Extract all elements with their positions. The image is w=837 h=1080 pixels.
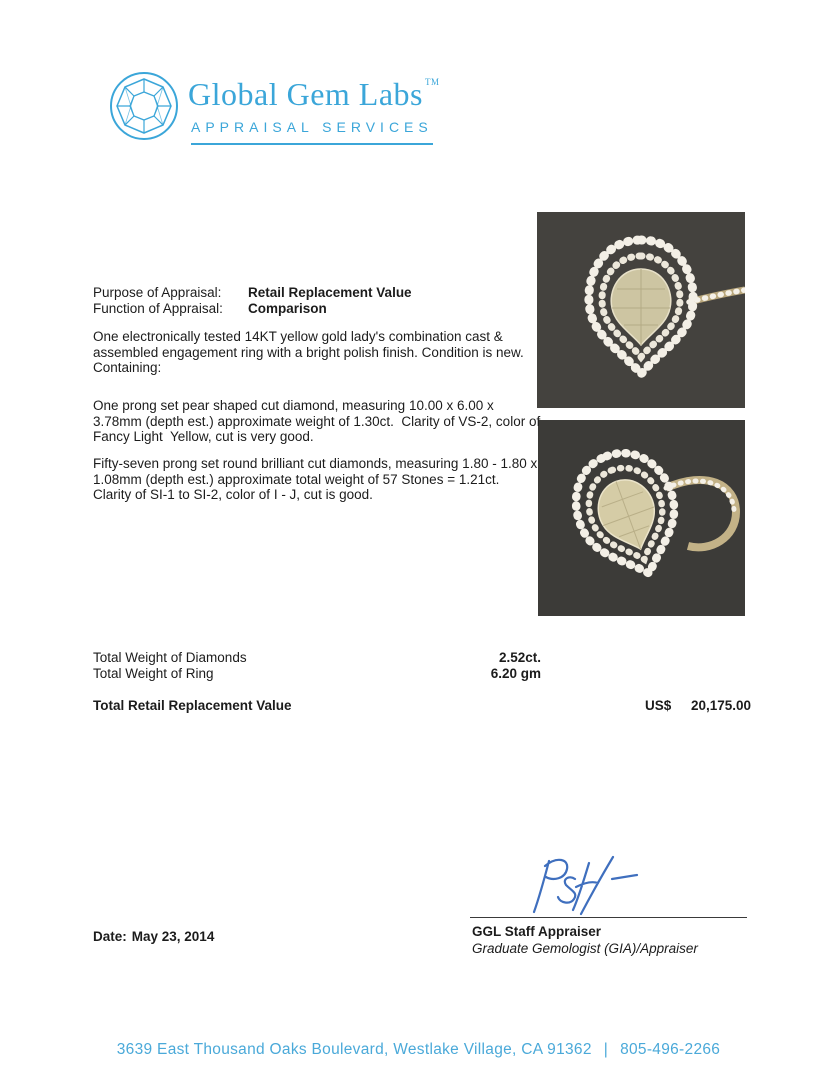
- appraiser-name: GGL Staff Appraiser: [472, 924, 602, 939]
- brand-name-text: Global Gem Labs: [188, 76, 423, 112]
- currency-label: US$: [645, 698, 672, 713]
- purpose-row: [93, 285, 545, 301]
- function-label: Function of Appraisal:: [93, 300, 223, 316]
- footer-contact: [0, 1041, 837, 1059]
- total-weight-ring-label: Total Weight of Ring: [93, 666, 214, 681]
- description-paragraph-ring: One electronically tested 14KT yellow gold lady's combination cast & assembled engagement ring with a bright polish finish. Condition is new. Containing:: [93, 329, 539, 376]
- total-weight-diamonds-label: Total Weight of Diamonds: [93, 650, 247, 665]
- date-label: Date:: [93, 929, 127, 944]
- appraiser-title: Graduate Gemologist (GIA)/Appraiser: [472, 941, 698, 956]
- total-weight-diamonds-value: 2.52ct.: [498, 650, 541, 665]
- function-row: [93, 301, 545, 317]
- signature-handwriting: [515, 850, 655, 918]
- brand-name: [188, 76, 440, 113]
- signature-line: [470, 917, 747, 918]
- ring-photo-side: [538, 420, 745, 616]
- total-retail-value: [645, 698, 751, 714]
- footer-address: 3639 East Thousand Oaks Boulevard, Westlake Village, CA 91362: [116, 1041, 592, 1058]
- purpose-label: Purpose of Appraisal:: [93, 285, 222, 300]
- total-retail-value-label: Total Retail Replacement Value: [93, 698, 292, 713]
- footer-phone: 805-496-2266: [620, 1041, 721, 1058]
- purpose-value: Retail Replacement Value: [248, 285, 412, 300]
- total-retail-amount: 20,175.00: [690, 698, 751, 713]
- footer-separator: |: [603, 1041, 609, 1058]
- total-weight-ring-value: 6.20 gm: [490, 666, 541, 681]
- brand-subtitle: APPRAISAL SERVICES: [191, 119, 433, 145]
- date-line: [93, 929, 214, 944]
- gem-logo-icon: [108, 70, 180, 142]
- trademark: TM: [425, 77, 440, 87]
- description-paragraph-center-stone: One prong set pear shaped cut diamond, measuring 10.00 x 6.00 x 3.78mm (depth est.) approximate weight of 1.30ct. Clarity of VS-2, color of Fancy Light Yellow, cut is very good.: [93, 398, 544, 445]
- appraisal-meta: [93, 285, 545, 316]
- ring-photo-top: [537, 212, 745, 408]
- description-paragraph-side-stones: Fifty-seven prong set round brilliant cut diamonds, measuring 1.80 - 1.80 x 1.08mm (depth est.) approximate total weight of 57 Stones = 1.21ct. Clarity of SI-1 to SI-2, color of I - J, cut is good.: [93, 456, 541, 503]
- function-value: Comparison: [248, 300, 327, 316]
- date-value: May 23, 2014: [131, 929, 215, 944]
